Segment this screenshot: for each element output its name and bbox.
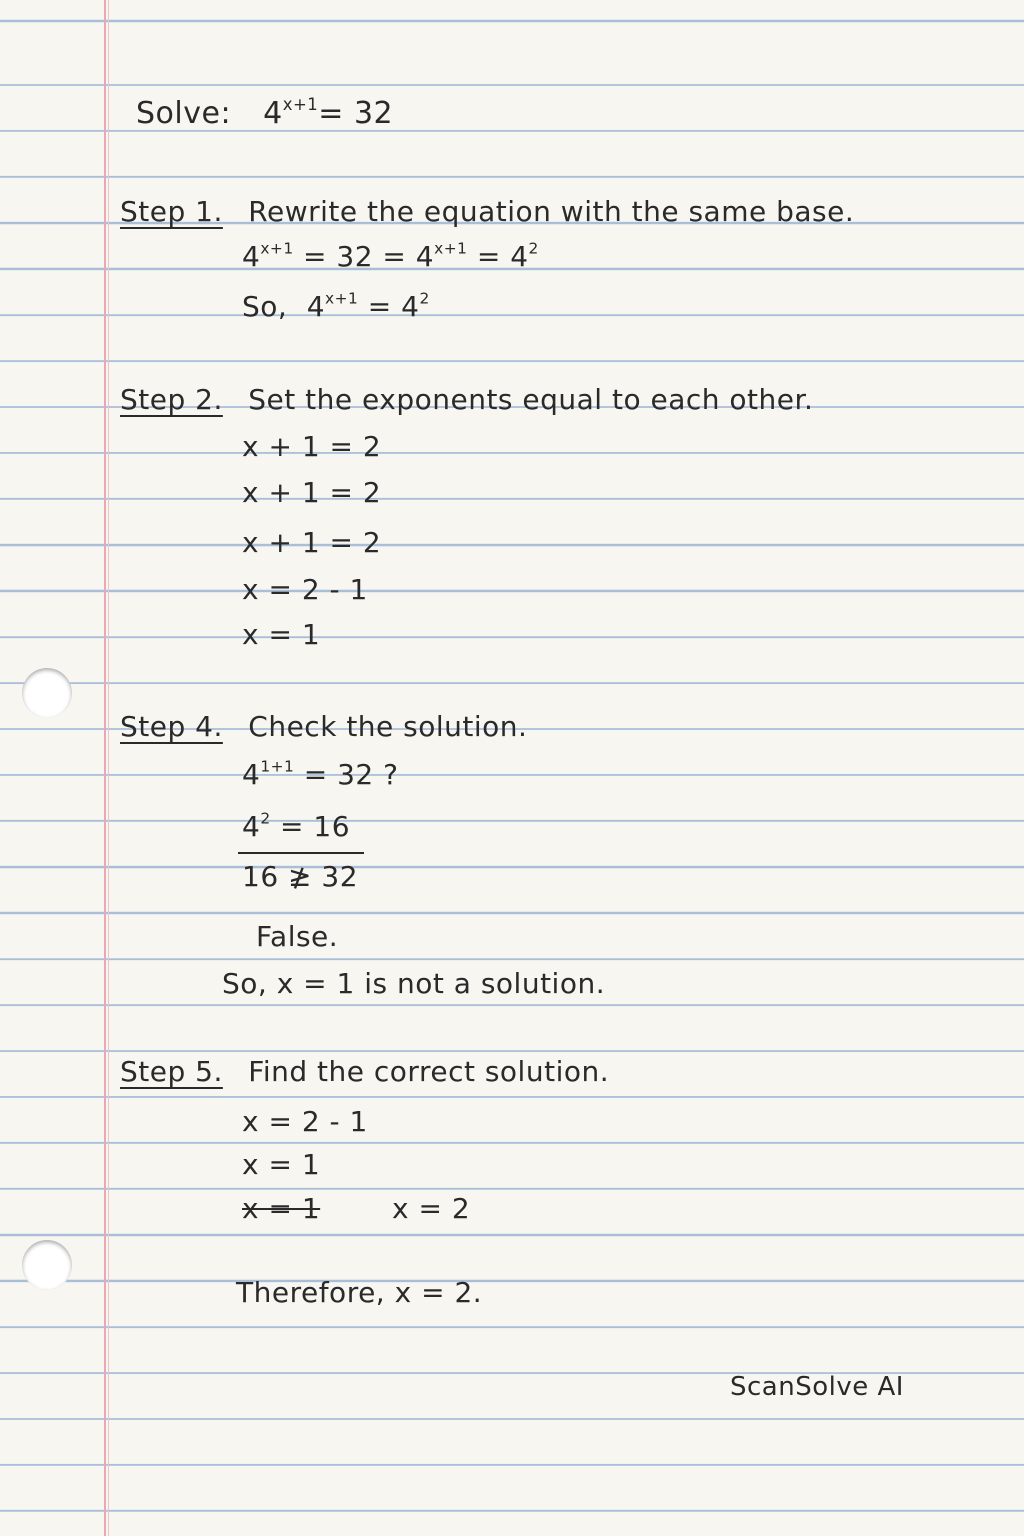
binder-hole-bottom [22, 1240, 72, 1290]
step1-line2 [242, 290, 430, 323]
step4-check-base: 4 [242, 758, 261, 791]
step4-conclusion: So, x = 1 is not a solution. [222, 967, 606, 1000]
step1-line2-base-b: 4 [401, 290, 420, 323]
problem-rhs: = 32 [318, 96, 394, 131]
step5-correct-answer: x = 2 [392, 1192, 471, 1225]
step5-heading [120, 1055, 609, 1088]
step2-line: x = 1 [242, 618, 321, 651]
step1-line2-eq: = [367, 290, 392, 323]
step1-line1-base-c: 4 [510, 240, 529, 273]
step4-check-rhs: = 32 ? [303, 758, 399, 791]
step2-text: Set the exponents equal to each other. [248, 383, 814, 416]
step1-heading [120, 195, 854, 228]
step4-line2-rhs: = 16 [280, 810, 351, 843]
step4-heading [120, 710, 527, 743]
problem-exponent: x+1 [282, 94, 319, 114]
step1-line2-prefix: So, [242, 290, 288, 323]
step1-line1-exp-b: x+1 [434, 239, 468, 258]
step5-struck-answer: x = 1 [242, 1192, 321, 1225]
step5-text: Find the correct solution. [248, 1055, 610, 1088]
step4-label: Step 4. [120, 710, 223, 743]
step1-line1-exp-c: 2 [528, 239, 539, 258]
step4-line2-base: 4 [242, 810, 261, 843]
step4-line3: 16 ≱ 32 [242, 860, 359, 893]
binder-hole-top [22, 668, 72, 718]
margin-line-secondary [108, 0, 109, 1536]
step1-line1-eq: = [476, 240, 501, 273]
step4-text: Check the solution. [248, 710, 528, 743]
problem-label: Solve: [136, 96, 232, 131]
problem-base: 4 [263, 96, 283, 131]
step4-line2 [242, 810, 350, 843]
signature: ScanSolve AI [730, 1372, 904, 1402]
step4-line2-exp: 2 [260, 809, 271, 828]
step1-line1-base-a: 4 [242, 240, 261, 273]
step1-line1-exp-a: x+1 [260, 239, 294, 258]
final-answer: Therefore, x = 2. [236, 1276, 483, 1309]
step1-line1 [242, 240, 539, 273]
step1-line2-exp-a: x+1 [325, 289, 359, 308]
step1-label: Step 1. [120, 195, 223, 228]
step1-line1-base-b: 4 [415, 240, 435, 273]
step2-label: Step 2. [120, 383, 223, 416]
step5-line2: x = 1 [242, 1148, 321, 1181]
step2-line: x + 1 = 2 [242, 526, 382, 559]
step2-line: x + 1 = 2 [242, 476, 382, 509]
division-rule [238, 852, 364, 854]
margin-line [104, 0, 106, 1536]
step4-check-line [242, 758, 398, 791]
step1-text: Rewrite the equation with the same base. [248, 195, 855, 228]
step1-line2-exp-b: 2 [419, 289, 430, 308]
step4-verdict: False. [256, 920, 339, 953]
step5-line1: x = 2 - 1 [242, 1105, 368, 1138]
step1-line2-base-a: 4 [306, 290, 326, 323]
step4-check-exp: 1+1 [260, 757, 295, 776]
step2-heading [120, 383, 813, 416]
step2-line: x + 1 = 2 [242, 430, 382, 463]
step1-line1-mid: = 32 = [303, 240, 407, 273]
step2-line: x = 2 - 1 [242, 573, 368, 606]
problem-statement [136, 96, 393, 131]
step5-label: Step 5. [120, 1055, 223, 1088]
